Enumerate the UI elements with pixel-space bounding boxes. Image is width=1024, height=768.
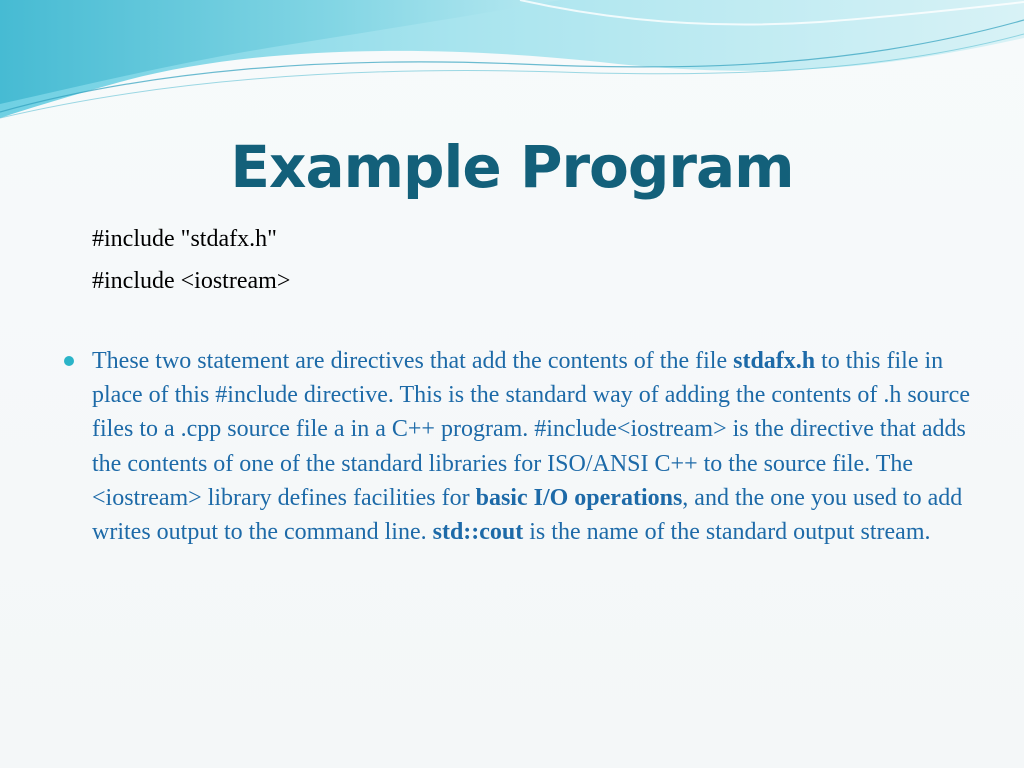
bullet-paragraph	[92, 344, 972, 549]
bullet-text-segment: These two statement are directives that add the contents of the file	[92, 348, 734, 374]
code-line-include-stdafx: #include "stdafx.h"	[92, 226, 277, 252]
bullet-text-segment: , and the one you used to add writes output to the command line.	[92, 484, 963, 546]
slide-title: Example Program	[230, 133, 794, 201]
code-line-include-iostream: #include <iostream>	[92, 268, 291, 294]
bullet-bold-stdafx: stdafx.h	[733, 348, 816, 374]
bullet-text-segment: to this file in place of this #include directive. This is the standard way of adding the contents of .h source files to a .cpp source file a in a C++ program. #include<iostream> is the directive that adds the contents of one of the standard libraries for ISO/ANSI C++ to the source file. The <iostream> library defines facilities for	[92, 348, 970, 511]
bullet-bold-std-cout: std::cout	[432, 519, 524, 546]
bullet-marker-icon	[64, 356, 74, 366]
bullet-text-segment: is the name of the standard output stream.	[523, 519, 931, 546]
bullet-bold-basic-io: basic I/O operations	[475, 484, 683, 511]
header-wave-decoration	[0, 0, 1024, 130]
